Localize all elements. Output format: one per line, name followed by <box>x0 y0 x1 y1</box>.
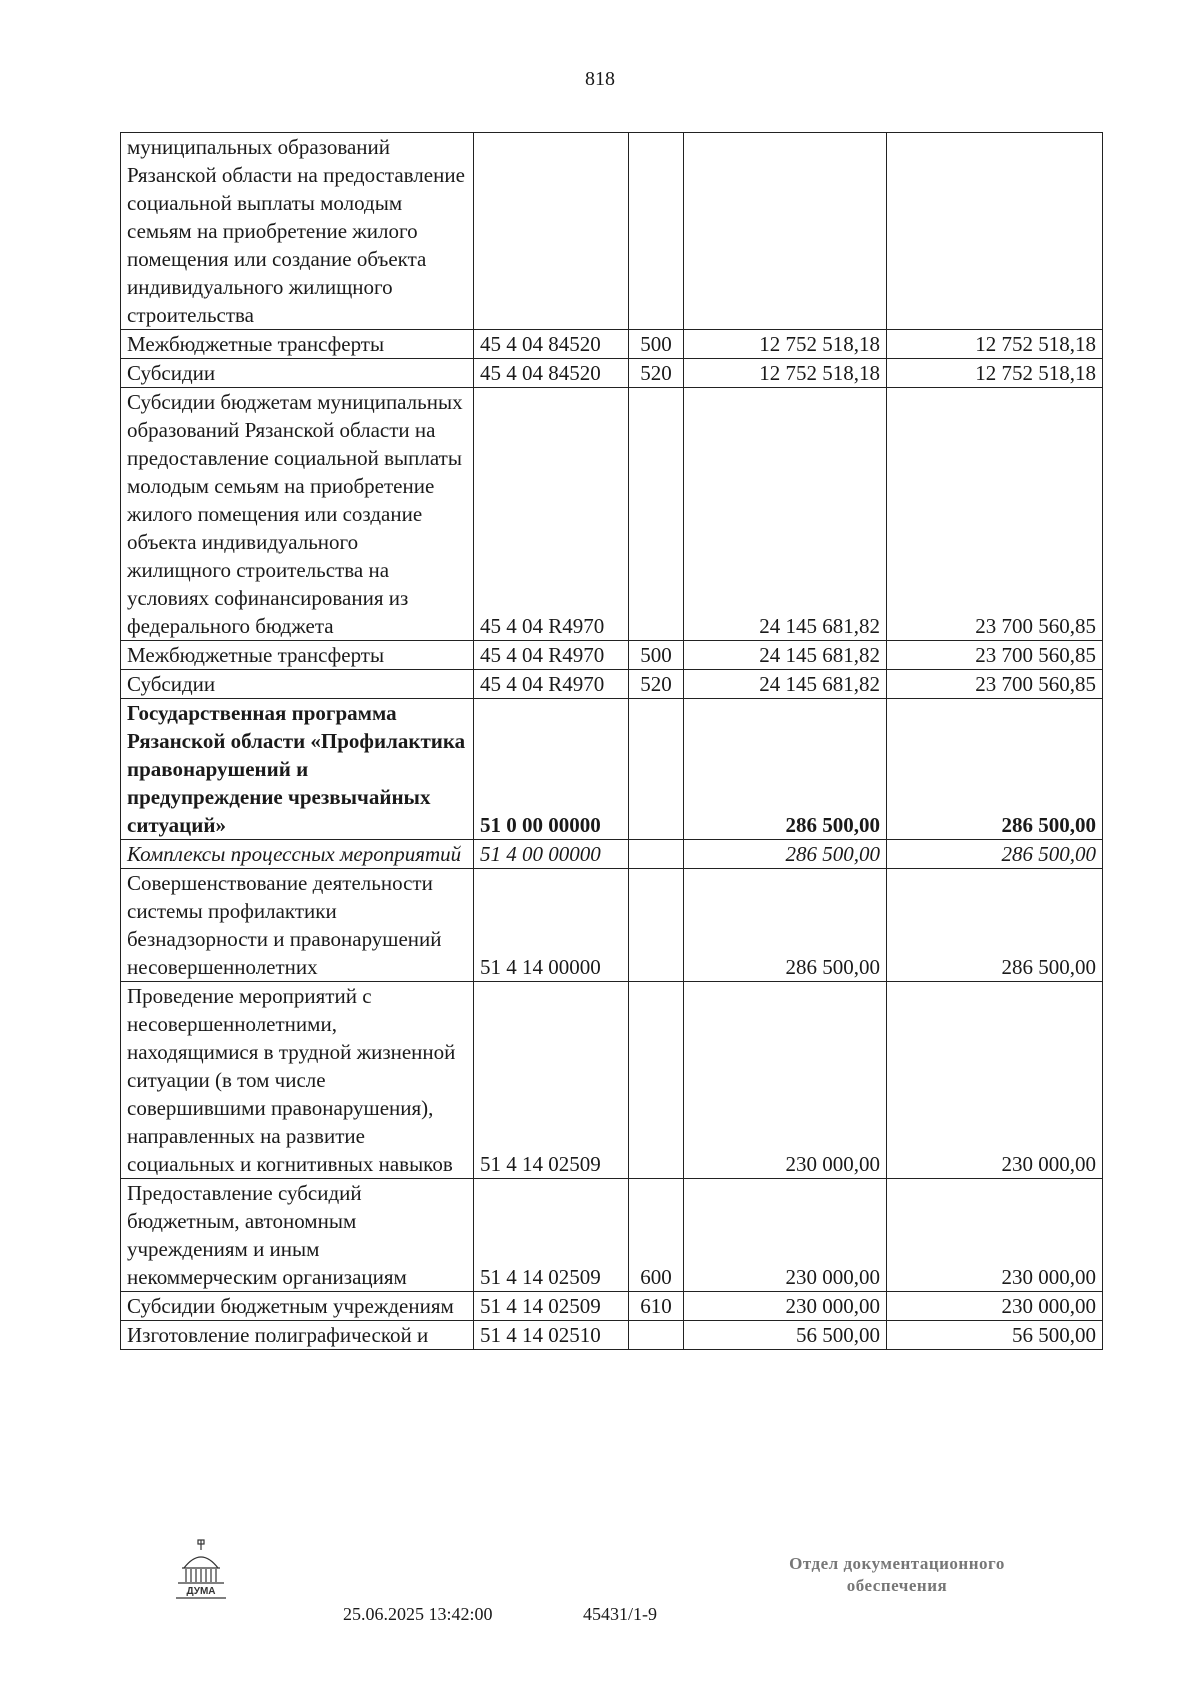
row-sum-2: 286 500,00 <box>887 699 1103 840</box>
row-expense-type <box>629 699 684 840</box>
row-sum-2: 23 700 560,85 <box>887 670 1103 699</box>
duma-logo-icon <box>172 1538 230 1602</box>
department-stamp <box>752 1553 1042 1597</box>
table-row <box>121 869 1103 982</box>
row-sum-1: 286 500,00 <box>684 840 887 869</box>
row-sum-1: 12 752 518,18 <box>684 330 887 359</box>
row-expense-type <box>629 840 684 869</box>
row-sum-1: 286 500,00 <box>684 869 887 982</box>
budget-table <box>120 132 1103 1350</box>
row-expense-type <box>629 388 684 641</box>
row-code: 51 0 00 00000 <box>474 699 629 840</box>
row-code: 45 4 04 R4970 <box>474 670 629 699</box>
row-sum-1: 12 752 518,18 <box>684 359 887 388</box>
row-sum-2 <box>887 133 1103 330</box>
row-sum-1: 24 145 681,82 <box>684 670 887 699</box>
row-sum-2: 12 752 518,18 <box>887 330 1103 359</box>
stamp-line-1: Отдел документационного <box>789 1554 1005 1573</box>
row-expense-type <box>629 133 684 330</box>
table-row <box>121 982 1103 1179</box>
table-row <box>121 840 1103 869</box>
row-name: Субсидии <box>121 670 474 699</box>
table-row <box>121 699 1103 840</box>
row-sum-1: 56 500,00 <box>684 1321 887 1350</box>
row-sum-2: 286 500,00 <box>887 869 1103 982</box>
row-expense-type: 520 <box>629 670 684 699</box>
row-expense-type: 520 <box>629 359 684 388</box>
row-sum-2: 23 700 560,85 <box>887 388 1103 641</box>
row-code: 45 4 04 84520 <box>474 330 629 359</box>
row-name: Субсидии бюджетным учреждениям <box>121 1292 474 1321</box>
stamp-line-2: обеспечения <box>846 1576 948 1595</box>
table-row <box>121 1179 1103 1292</box>
row-code: 45 4 04 84520 <box>474 359 629 388</box>
row-sum-2: 286 500,00 <box>887 840 1103 869</box>
row-code: 51 4 14 00000 <box>474 869 629 982</box>
row-code: 51 4 14 02510 <box>474 1321 629 1350</box>
row-sum-1 <box>684 133 887 330</box>
row-expense-type: 500 <box>629 330 684 359</box>
row-sum-2: 12 752 518,18 <box>887 359 1103 388</box>
logo-text: ДУМА <box>186 1586 216 1597</box>
table-row <box>121 670 1103 699</box>
row-expense-type: 600 <box>629 1179 684 1292</box>
row-name: муниципальных образований Рязанской области на предоставление социальной выплаты молодым семьям на приобретение жилого помещения или создание объекта индивидуального жилищного строительства <box>121 133 474 330</box>
row-name: Совершенствование деятельности системы профилактики безнадзорности и правонарушений несовершеннолетних <box>121 869 474 982</box>
row-name: Комплексы процессных мероприятий <box>121 840 474 869</box>
row-sum-2: 230 000,00 <box>887 1179 1103 1292</box>
row-code: 51 4 14 02509 <box>474 1292 629 1321</box>
row-expense-type <box>629 869 684 982</box>
row-code: 51 4 14 02509 <box>474 1179 629 1292</box>
table-row <box>121 388 1103 641</box>
row-expense-type: 500 <box>629 641 684 670</box>
row-name: Проведение мероприятий с несовершеннолетними, находящимися в трудной жизненной ситуации (в том числе совершившими правонарушения), направленных на развитие социальных и когнитивных навыков <box>121 982 474 1179</box>
document-number: 45431/1-9 <box>583 1604 657 1624</box>
row-sum-2: 23 700 560,85 <box>887 641 1103 670</box>
page-number: 818 <box>585 68 615 90</box>
row-code: 45 4 04 R4970 <box>474 388 629 641</box>
row-sum-1: 24 145 681,82 <box>684 641 887 670</box>
row-sum-1: 24 145 681,82 <box>684 388 887 641</box>
row-expense-type <box>629 982 684 1179</box>
row-sum-1: 286 500,00 <box>684 699 887 840</box>
row-name: Межбюджетные трансферты <box>121 330 474 359</box>
row-sum-2: 56 500,00 <box>887 1321 1103 1350</box>
row-code: 51 4 14 02509 <box>474 982 629 1179</box>
row-name: Субсидии <box>121 359 474 388</box>
row-code: 45 4 04 R4970 <box>474 641 629 670</box>
row-sum-1: 230 000,00 <box>684 982 887 1179</box>
row-name: Субсидии бюджетам муниципальных образований Рязанской области на предоставление социальной выплаты молодым семьям на приобретение жилого помещения или создание объекта индивидуального жилищного строительства на условиях софинансирования из федерального бюджета <box>121 388 474 641</box>
row-code <box>474 133 629 330</box>
row-expense-type: 610 <box>629 1292 684 1321</box>
row-expense-type <box>629 1321 684 1350</box>
table-row <box>121 1292 1103 1321</box>
row-name: Межбюджетные трансферты <box>121 641 474 670</box>
row-sum-1: 230 000,00 <box>684 1179 887 1292</box>
table-row <box>121 330 1103 359</box>
row-sum-2: 230 000,00 <box>887 1292 1103 1321</box>
print-datetime: 25.06.2025 13:42:00 <box>343 1604 493 1624</box>
row-name: Изготовление полиграфической и <box>121 1321 474 1350</box>
table-row <box>121 133 1103 330</box>
row-name: Государственная программа Рязанской области «Профилактика правонарушений и предупреждение чрезвычайных ситуаций» <box>121 699 474 840</box>
row-sum-2: 230 000,00 <box>887 982 1103 1179</box>
table-row <box>121 641 1103 670</box>
row-name: Предоставление субсидий бюджетным, автономным учреждениям и иным некоммерческим организациям <box>121 1179 474 1292</box>
row-code: 51 4 00 00000 <box>474 840 629 869</box>
table-row <box>121 1321 1103 1350</box>
table-row <box>121 359 1103 388</box>
row-sum-1: 230 000,00 <box>684 1292 887 1321</box>
